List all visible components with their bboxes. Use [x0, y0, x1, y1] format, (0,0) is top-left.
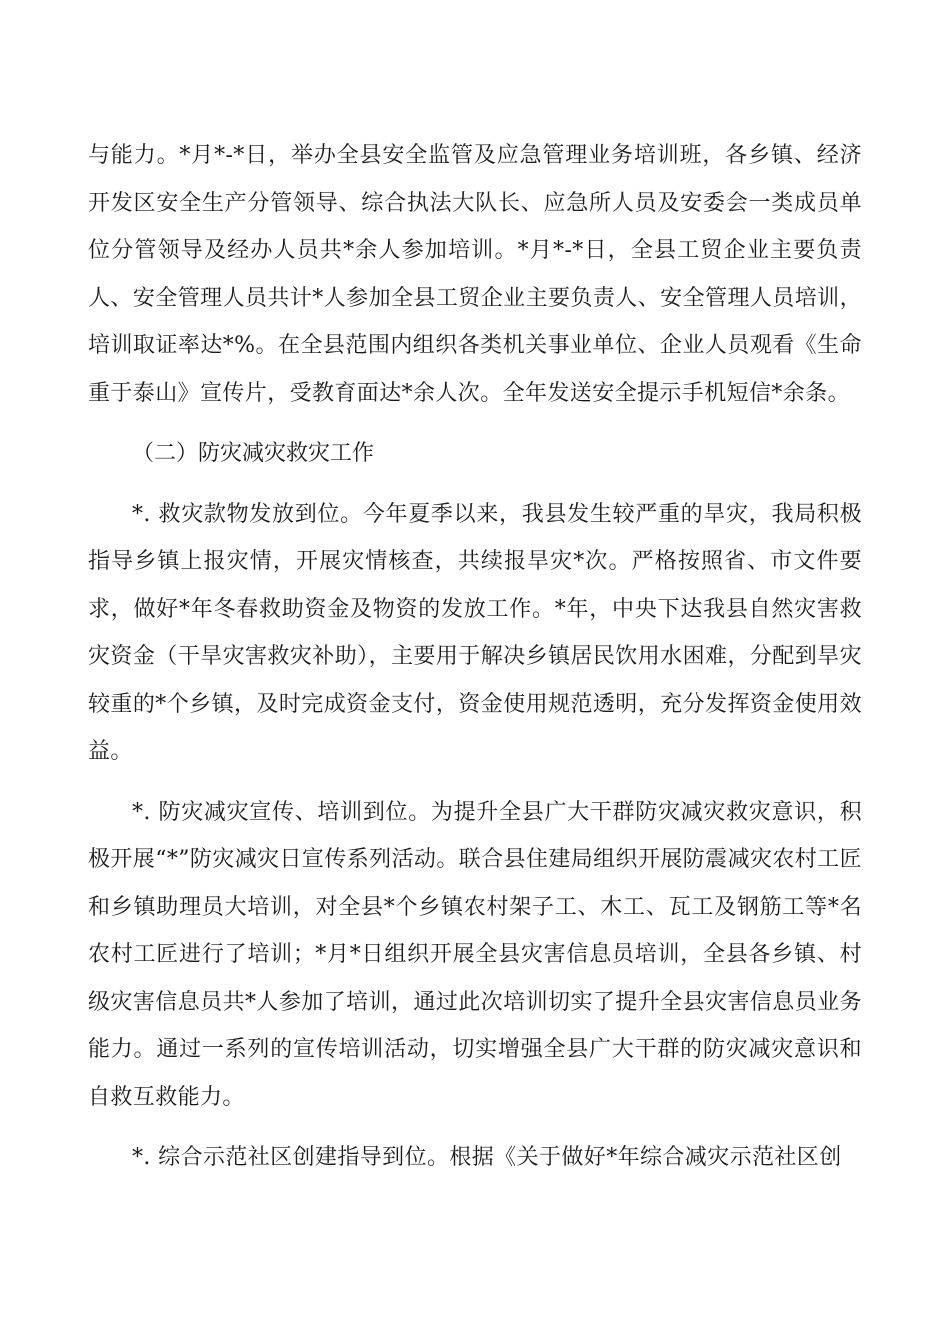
paragraph-spacer [88, 478, 862, 491]
paragraph-spacer [88, 776, 862, 789]
body-paragraph-training: 与能力。*月*-*日，举办全县安全监管及应急管理业务培训班，各乡镇、经济开发区安全生产分管领导、综合执法大队长、应急所人员及安委会一类成员单位分管领导及经办人员共*余人参加培训。*月*-*日，全县工贸企业主要负责人、安全管理人员共计*人参加全县工贸企业主要负责人、安全管理人员培训，培训取证率达*%。在全县范围内组织各类机关事业单位、企业人员观看《生命重于泰山》宣传片，受教育面达*余人次。全年发送安全提示手机短信*余条。 [88, 143, 862, 406]
body-paragraph-publicity-training: *. 防灾减灾宣传、培训到位。为提升全县广大干群防灾减灾救灾意识，积极开展“*”防灾减灾日宣传系列活动。联合县住建局组织开展防震减灾农村工匠和乡镇助理员大培训，对全县*个乡镇农村架子工、木工、瓦工及钢筋工等*名农村工匠进行了培训；*月*日组织开展全县灾害信息员培训，全县各乡镇、村级灾害信息员共*人参加了培训，通过此次培训切实了提升全县灾害信息员业务能力。通过一系列的宣传培训活动，切实增强全县广大干群的防灾减灾意识和自救互救能力。 [88, 799, 862, 1110]
paragraph-spacer [88, 417, 862, 430]
body-paragraph-demo-community: *. 综合示范社区创建指导到位。根据《关于做好*年综合减灾示范社区创 [132, 1145, 842, 1170]
section-heading-disaster-prevention: （二）防灾减灾救灾工作 [132, 441, 375, 466]
body-paragraph-relief-funds: *. 救灾款物发放到位。今年夏季以来，我县发生较严重的旱灾，我局积极指导乡镇上报灾情，开展灾情核查，共续报旱灾*次。严格按照省、市文件要求，做好*年冬春救助资金及物资的发放工作。*年，中央下达我县自然灾害救灾资金（干旱灾害救灾补助），主要用于解决乡镇居民饮用水困难，分配到旱灾较重的*个乡镇，及时完成资金支付，资金使用规范透明，充分发挥资金使用效益。 [88, 501, 862, 764]
paragraph-spacer [88, 1121, 862, 1134]
document-page [88, 132, 862, 1182]
